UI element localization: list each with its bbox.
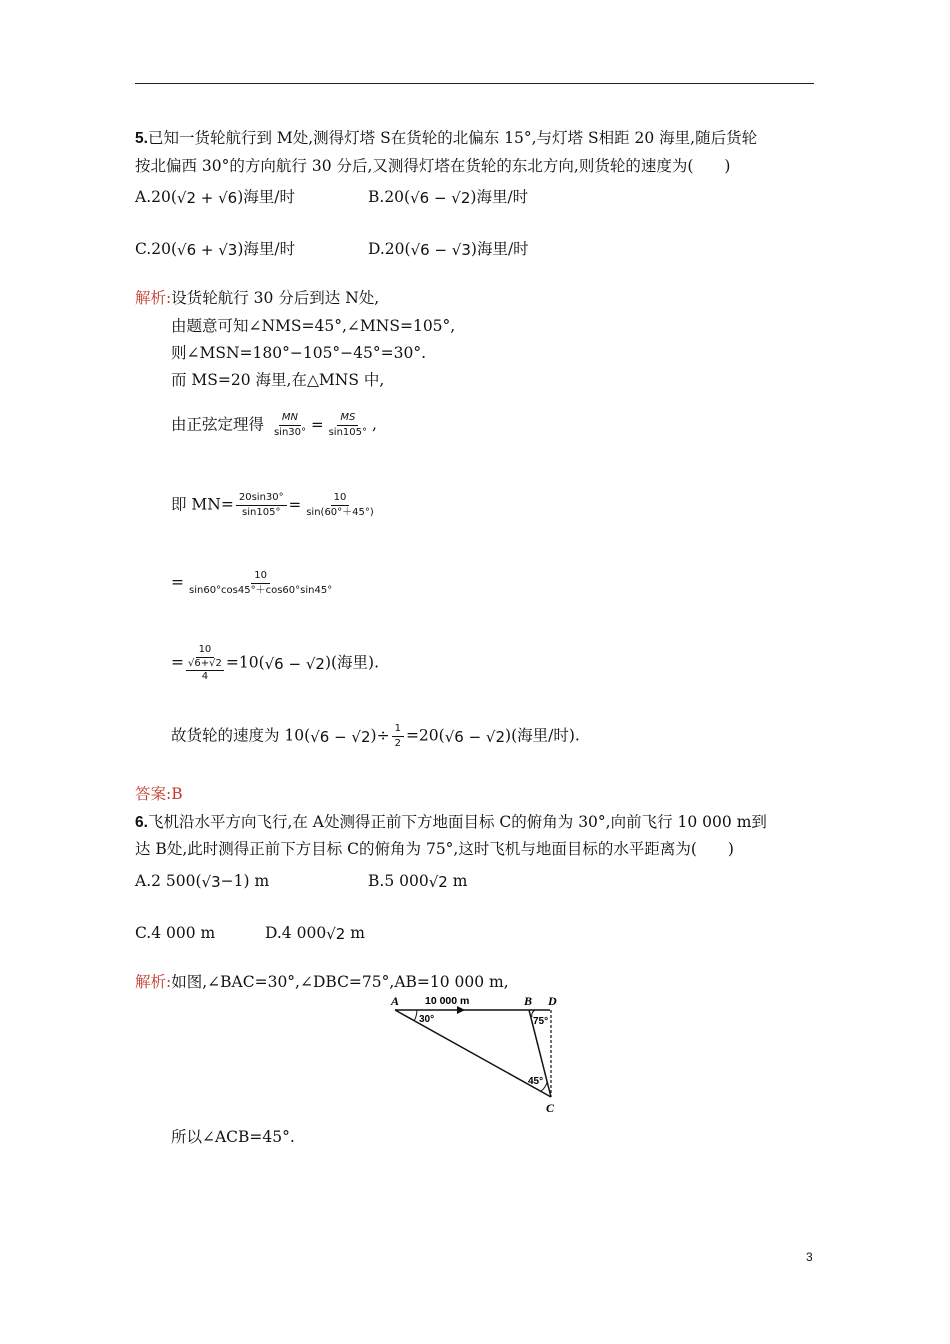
question-6-line-1 — [135, 811, 767, 834]
page-number: 3 — [806, 1250, 813, 1264]
equals-sign: = — [171, 653, 184, 672]
fraction — [186, 644, 224, 683]
question-text: 已知一货轮航行到 M处,测得灯塔 S在货轮的北偏东 15°,与灯塔 S相距 20 海里,随后货轮 — [147, 129, 758, 147]
solution-text: 如图,∠BAC=30°,∠DBC=75°,AB=10 000 m, — [171, 973, 509, 991]
solution-5-line-4: 而 MS=20 海里,在△MNS 中, — [171, 371, 385, 389]
denominator: 2 — [394, 738, 401, 749]
option-unit: −1) m — [220, 872, 270, 890]
angle-a-label: 30° — [419, 1014, 435, 1025]
option-prefix: B.20( — [368, 188, 411, 206]
denominator: sin(60°＋45°) — [306, 507, 374, 518]
solution-5-line-2: 由题意可知∠NMS=45°,∠MNS=105°, — [171, 317, 456, 335]
option-prefix: A.20( — [135, 188, 177, 206]
header-rule — [135, 83, 814, 84]
fraction — [236, 492, 287, 519]
option-prefix: B.5 000 — [368, 872, 429, 890]
simplify-line — [171, 644, 379, 683]
equals-sign: = — [288, 495, 302, 514]
solution-text: 由正弦定理得 — [171, 415, 265, 434]
fraction — [303, 492, 377, 519]
radical-expression: √6 − √2 — [310, 727, 371, 746]
option-unit: )海里/时 — [237, 240, 296, 258]
option-d — [368, 238, 529, 261]
option-unit: m — [345, 924, 365, 942]
sine-law-line — [171, 412, 377, 439]
solution-text: )(海里/时). — [505, 726, 580, 745]
denominator: sin105° — [328, 427, 368, 438]
option-unit: )海里/时 — [237, 188, 295, 206]
angle-arc-a — [414, 1010, 417, 1021]
question-6-line-2: 达 B处,此时测得正前下方目标 C的俯角为 75°,这时飞机与地面目标的水平距离为( ) — [135, 840, 734, 858]
solution-text: =20( — [405, 726, 445, 745]
fraction — [392, 723, 404, 750]
punctuation: , — [372, 415, 377, 434]
solution-5-line-3: 则∠MSN=180°−105°−45°=30°. — [171, 344, 427, 362]
solution-text: 故货轮的速度为 10( — [171, 726, 311, 745]
option-c — [135, 238, 295, 261]
numerator: MS — [337, 412, 358, 426]
numerator: 10 — [251, 570, 270, 584]
solution-text: )÷ — [370, 726, 390, 745]
solution-label: 解析: — [135, 973, 172, 991]
option-b — [368, 870, 467, 893]
triangle-figure — [385, 990, 570, 1118]
point-a-label: A — [391, 994, 400, 1008]
option-prefix: D.4 000 — [265, 924, 327, 942]
answer-5: 答案:B — [135, 785, 183, 803]
question-number: 6. — [135, 814, 148, 831]
mn-line — [171, 492, 379, 519]
fraction — [271, 412, 309, 439]
option-c: C.4 000 m — [135, 924, 216, 942]
radical-expression: √6 − √3 — [410, 241, 471, 259]
solution-label: 解析: — [135, 289, 172, 307]
inner-numerator: √6+√2 — [188, 658, 222, 669]
numerator: 20sin30° — [236, 492, 287, 506]
option-d — [265, 922, 365, 945]
numerator: 1 — [392, 723, 404, 737]
fraction — [326, 412, 370, 439]
radical-expression: √2 + √6 — [176, 189, 238, 207]
angle-c-label: 45° — [528, 1076, 544, 1087]
point-d-label: D — [548, 994, 557, 1008]
option-unit: )海里/时 — [470, 188, 529, 206]
fraction — [186, 570, 335, 597]
option-b — [368, 186, 528, 209]
denominator: sin105° — [242, 507, 281, 518]
speed-line — [171, 723, 580, 750]
option-a — [135, 870, 269, 893]
arrow-icon — [457, 1006, 465, 1014]
radical-expression: √6 − √2 — [264, 654, 325, 673]
radical-expression: √6 − √2 — [444, 727, 506, 746]
radical-expression: √6 + √3 — [177, 241, 238, 259]
denominator: sin30° — [273, 427, 307, 438]
solution-6-line-2: 所以∠ACB=45°. — [171, 1128, 295, 1146]
numerator: 10 — [331, 492, 350, 506]
distance-label: 10 000 m — [425, 995, 470, 1007]
solution-text: 设货轮航行 30 分后到达 N处, — [171, 289, 380, 307]
radical-expression: √6 − √2 — [410, 189, 471, 207]
option-prefix: C.20( — [135, 240, 178, 258]
option-a — [135, 186, 295, 209]
option-unit: )海里/时 — [470, 240, 529, 258]
radical-expression: √3 — [201, 873, 221, 891]
solution-text: 即 MN= — [171, 495, 234, 514]
solution-text: )(海里). — [324, 653, 380, 672]
question-5-line-1 — [135, 127, 757, 150]
numerator: MN — [279, 412, 301, 426]
option-prefix: D.20( — [368, 240, 411, 258]
point-c-label: C — [546, 1101, 555, 1115]
point-b-label: B — [524, 994, 533, 1008]
numerator: 10 — [196, 644, 215, 658]
radical-expression: √2 — [326, 925, 346, 943]
option-prefix: A.2 500( — [135, 872, 202, 890]
angle-b-label: 75° — [533, 1016, 549, 1027]
equals-sign: = — [171, 573, 184, 592]
solution-text: =10( — [225, 653, 265, 672]
solution-5-line-1 — [135, 287, 379, 309]
question-text: 飞机沿水平方向飞行,在 A处测得正前下方地面目标 C的俯角为 30°,向前飞行 10 000 m到 — [147, 813, 767, 831]
question-number: 5. — [135, 130, 148, 147]
inner-denominator: 4 — [201, 671, 209, 682]
denominator: sin60°cos45°＋cos60°sin45° — [189, 585, 333, 596]
radical-expression: √2 — [428, 873, 448, 891]
expansion-line — [171, 570, 337, 597]
option-unit: m — [447, 872, 468, 890]
equals-sign: = — [311, 415, 324, 434]
question-5-line-2: 按北偏西 30°的方向航行 30 分后,又测得灯塔在货轮的东北方向,则货轮的速度为( ) — [135, 157, 731, 175]
denominator — [186, 658, 224, 683]
